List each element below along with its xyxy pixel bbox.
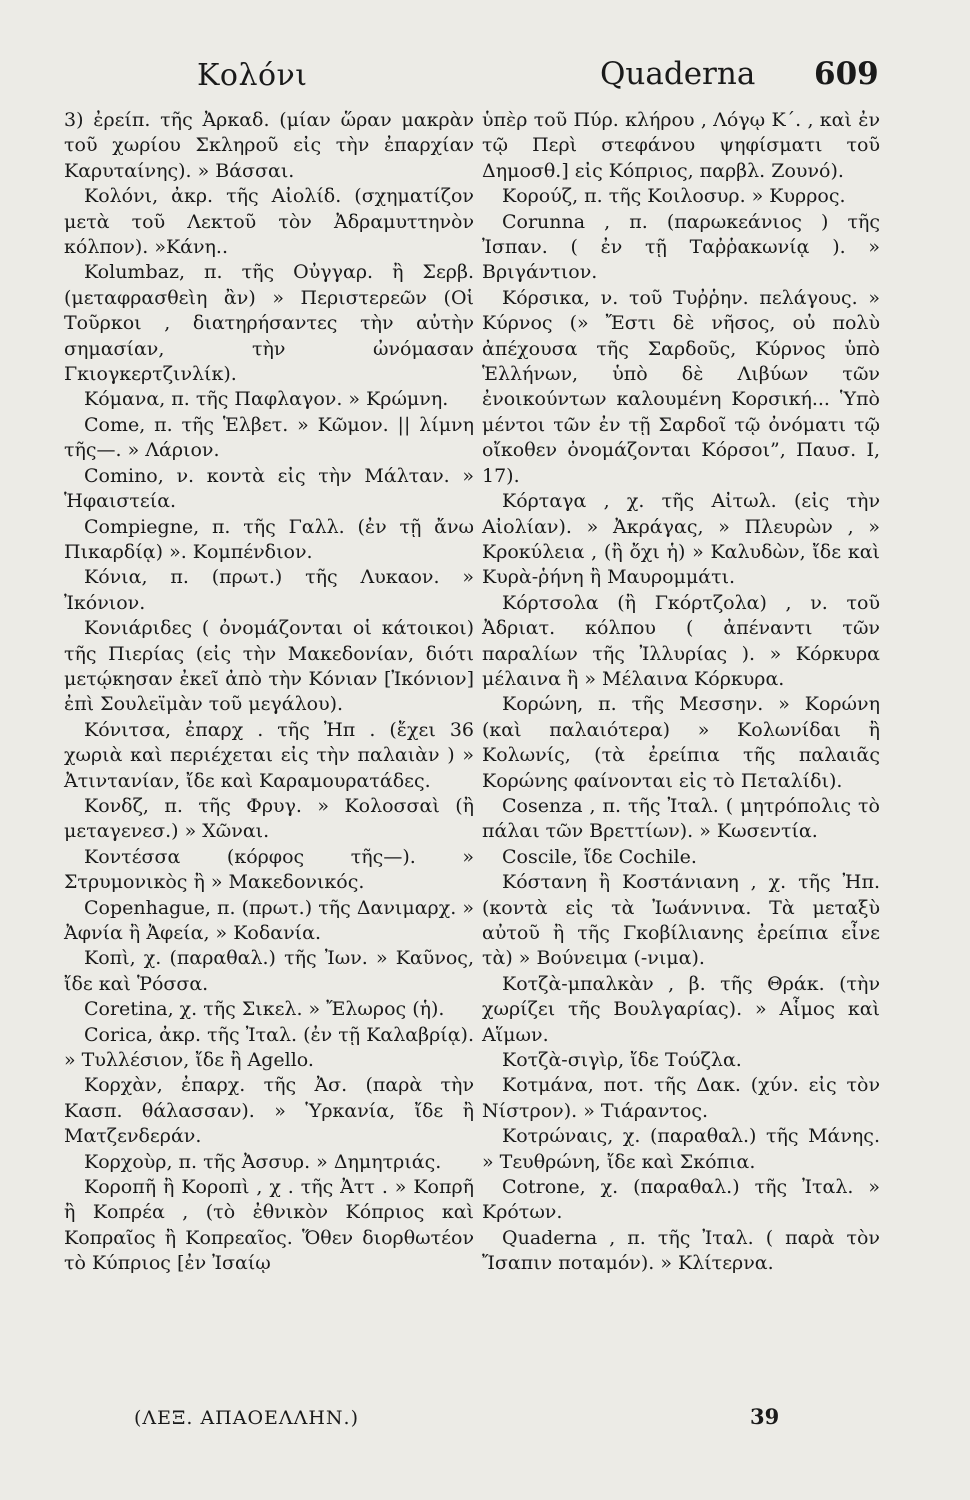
- entry: Κονδζ, π. τῆς Φρυγ. » Κολοσσαὶ (ἢ μεταγενεσ.) » Χῶναι.: [64, 794, 474, 843]
- entry: Κοτρώναις, χ. (παραθαλ.) τῆς Μάνης. » Τευθρώνη, ἴδε καὶ Σκόπια.: [482, 1125, 880, 1173]
- entry: Kolumbaz, π. τῆς Οὐγγαρ. ἢ Σερβ. (μεταφρασθεὶη ἂν) » Περιστερεῶν (Οἱ Τοῦρκοι , διατηρήσαντες τὴν αὐτὴν σημασίαν, τὴν ὠνόμασαν Γκιογκερτζινλίκ).: [64, 261, 474, 386]
- page-number: 609: [814, 56, 879, 92]
- entry: Κόμανα, π. τῆς Παφλαγον. » Κρώμνη.: [84, 388, 449, 411]
- entry: Κονιάριδες ( ὀνομάζονται οἱ κάτοικοι) τῆς Πιερίας (εἰς τὴν Μακεδονίαν, διότι μετῴκησαν ἐκεῖ ἀπὸ τὴν Κόνιαν [Ἰκόνιον] ἐπὶ Σουλεϊμὰν τοῦ μεγάλου).: [64, 617, 474, 716]
- entry: Come, π. τῆς Ἑλβετ. » Κῶμον. || λίμνη τῆς—. » Λάριον.: [64, 413, 474, 462]
- entry: Corica, ἀκρ. τῆς Ἰταλ. (ἐν τῇ Καλαβρίᾳ). » Τυλλέσιον, ἴδε ἢ Agello.: [64, 1023, 474, 1072]
- entry: Κοροπῆ ἢ Κοροπὶ , χ . τῆς Ἀττ . » Κοπρῆ ἢ Κοπρέα , (τὸ ἐθνικὸν Κόπριος καὶ Κοπραῖος ἢ Κοπρεαῖος. Ὅθεν διορθωτέον τὸ Κύπριος [ἐν Ἰσαίῳ: [64, 1176, 474, 1275]
- entry: Κοντέσσα (κόρφος τῆς—). » Στρυμονικὸς ἢ » Μακεδονικός.: [64, 845, 474, 894]
- entry: Κολόνι, ἀκρ. τῆς Αἰολίδ. (σχηματίζον μετὰ τοῦ Λεκτοῦ τὸν Ἀδραμυττηνὸν κόλπον). »Κάνη..: [64, 185, 474, 259]
- entry: Copenhague, π. (πρωτ.) τῆς Δανιμαρχ. » Ἀφνία ἢ Ἀφεία, » Κοδανία.: [64, 896, 474, 944]
- running-head-center: Quaderna: [600, 56, 756, 92]
- entry: Κορχοὺρ, π. τῆς Ἀσσυρ. » Δημητριάς.: [84, 1150, 442, 1173]
- left-column: [64, 108, 474, 1277]
- entry: Κορώνη, π. τῆς Μεσσην. » Κορώνη (καὶ παλαιότερα) » Κολωνίδαι ἢ Κολωνίς, (τὰ ἐρείπια τῆς παλαιᾶς Κορώνης φαίνονται εἰς τὸ Πεταλίδι).: [482, 693, 880, 792]
- entry: Κόρτσολα (ἢ Γκόρτζολα) , ν. τοῦ Ἀδριατ. κόλπου ( ἀπέναντι τῶν παραλίων τῆς Ἰλλυρίας ). » Κόρκυρα μέλαινα ἢ » Μέλαινα Κόρκυρα.: [482, 591, 880, 690]
- entry: Cosenza , π. τῆς Ἰταλ. ( μητρόπολις τὸ πάλαι τῶν Βρεττίων). » Κωσεντία.: [482, 794, 880, 843]
- entry: 3) ἐρείπ. τῆς Ἀρκαδ. (μίαν ὥραν μακρὰν τοῦ χωρίου Σκληροῦ εἰς τὴν ἐπαρχίαν Καρυταίνης). » Βάσσαι.: [64, 109, 474, 182]
- entry: Comino, ν. κοντὰ εἰς τὴν Μάλταν. » Ἡφαιστεία.: [64, 464, 474, 513]
- footer-signature: (ΛΕΞ. ΑΠΑΟΕΛΛΗΝ.): [134, 1407, 359, 1429]
- entry: Κοτζὰ-μπαλκὰν , β. τῆς Θράκ. (τὴν χωρίζει τῆς Βουλγαρίας). » Αἷμος καὶ Αἵμων.: [482, 972, 880, 1046]
- entry: Κόρταγα , χ. τῆς Αἰτωλ. (εἰς τὴν Αἰολίαν). » Ἀκράγας, » Πλευρὼν , » Κροκύλεια , (ἢ ὄχι ἡ) » Καλυδὼν, ἴδε καὶ Κυρὰ-ῥήνη ἢ Μαυρομμάτι.: [482, 490, 880, 589]
- entry: Κοτμάνα, ποτ. τῆς Δακ. (χύν. εἰς τὸν Νίστρον). » Τιάραντος.: [482, 1074, 880, 1122]
- entry: Corunna , π. (παρωκεάνιος ) τῆς Ἰσπαν. ( ἐν τῇ Ταῤῥακωνίᾳ ). » Βριγάντιον.: [482, 210, 880, 284]
- entry: Κορχὰν, ἐπαρχ. τῆς Ἀσ. (παρὰ τὴν Κασπ. θάλασσαν). » Ὑρκανία, ἴδε ἢ Ματζενδεράν.: [64, 1074, 474, 1148]
- entry: Coscile, ἴδε Cochile.: [502, 845, 697, 868]
- entry: ὑπὲρ τοῦ Πύρ. κλήρου , Λόγῳ Κ΄. , καὶ ἐν τῷ Περὶ στεφάνου ψηφίσματι τοῦ Δημοσθ.] εἰς Κόπριος, παρβλ. Ζουνό).: [482, 109, 880, 182]
- entry: Κόνιτσα, ἐπαρχ . τῆς Ἠπ . (ἔχει 36 χωριὰ καὶ περιέχεται εἰς τὴν παλαιὰν ) » Ἀτιντανίαν, ἴδε καὶ Καραμουρατάδες.: [64, 718, 474, 792]
- entry: Cotrone, χ. (παραθαλ.) τῆς Ἰταλ. » Κρότων.: [482, 1176, 880, 1224]
- right-column: [482, 108, 880, 1277]
- entry: Quaderna , π. τῆς Ἰταλ. ( παρὰ τὸν Ἴσαπιν ποταμόν). » Κλίτερνα.: [482, 1226, 880, 1275]
- running-head-left: Κολόνι: [197, 58, 308, 93]
- entry: Κορούζ, π. τῆς Κοιλοσυρ. » Κυρρος.: [502, 185, 846, 208]
- entry: Κόστανη ἢ Κοστάνιανη , χ. τῆς Ἠπ. (κοντὰ εἰς τὰ Ἰωάννινα. Τὰ μεταξὺ αὐτοῦ ἢ τῆς Γκοβίλιανης ἐρείπια εἶνε τὰ) » Βούνειμα (-νιμα).: [482, 871, 880, 970]
- entry: Κόνια, π. (πρωτ.) τῆς Λυκαον. » Ἰκόνιον.: [64, 566, 474, 614]
- entry: Κοτζὰ-σιγὶρ, ἴδε Τούζλα.: [502, 1049, 742, 1072]
- entry: Coretina, χ. τῆς Σικελ. » Ἔλωρος (ἡ).: [84, 998, 445, 1021]
- entry: Κόρσικα, ν. τοῦ Τυῤῥην. πελάγους. » Κύρνος (» Ἔστι δὲ νῆσος, οὐ πολὺ ἀπέχουσα τῆς Σαρδοῦς, Κύρνος ὑπὸ Ἑλλήνων, ὑπὸ δὲ Λιβύων τῶν ἐνοικούντων καλουμένη Κορσική... Ὑπὸ μέντοι τῶν ἐν τῇ Σαρδοῖ τῷ ὀνόματι τῷ οἴκοθεν ὀνομάζονται Κόρσοι”, Παυσ. Ι, 17).: [482, 286, 880, 487]
- entry: Κοπὶ, χ. (παραθαλ.) τῆς Ἰων. » Καῦνος, ἴδε καὶ Ῥόσσα.: [64, 947, 474, 995]
- entry: Compiegne, π. τῆς Γαλλ. (ἐν τῇ ἄνω Πικαρδίᾳ) ». Κομπένδιον.: [64, 515, 474, 563]
- footer-sheet-number: 39: [750, 1404, 780, 1429]
